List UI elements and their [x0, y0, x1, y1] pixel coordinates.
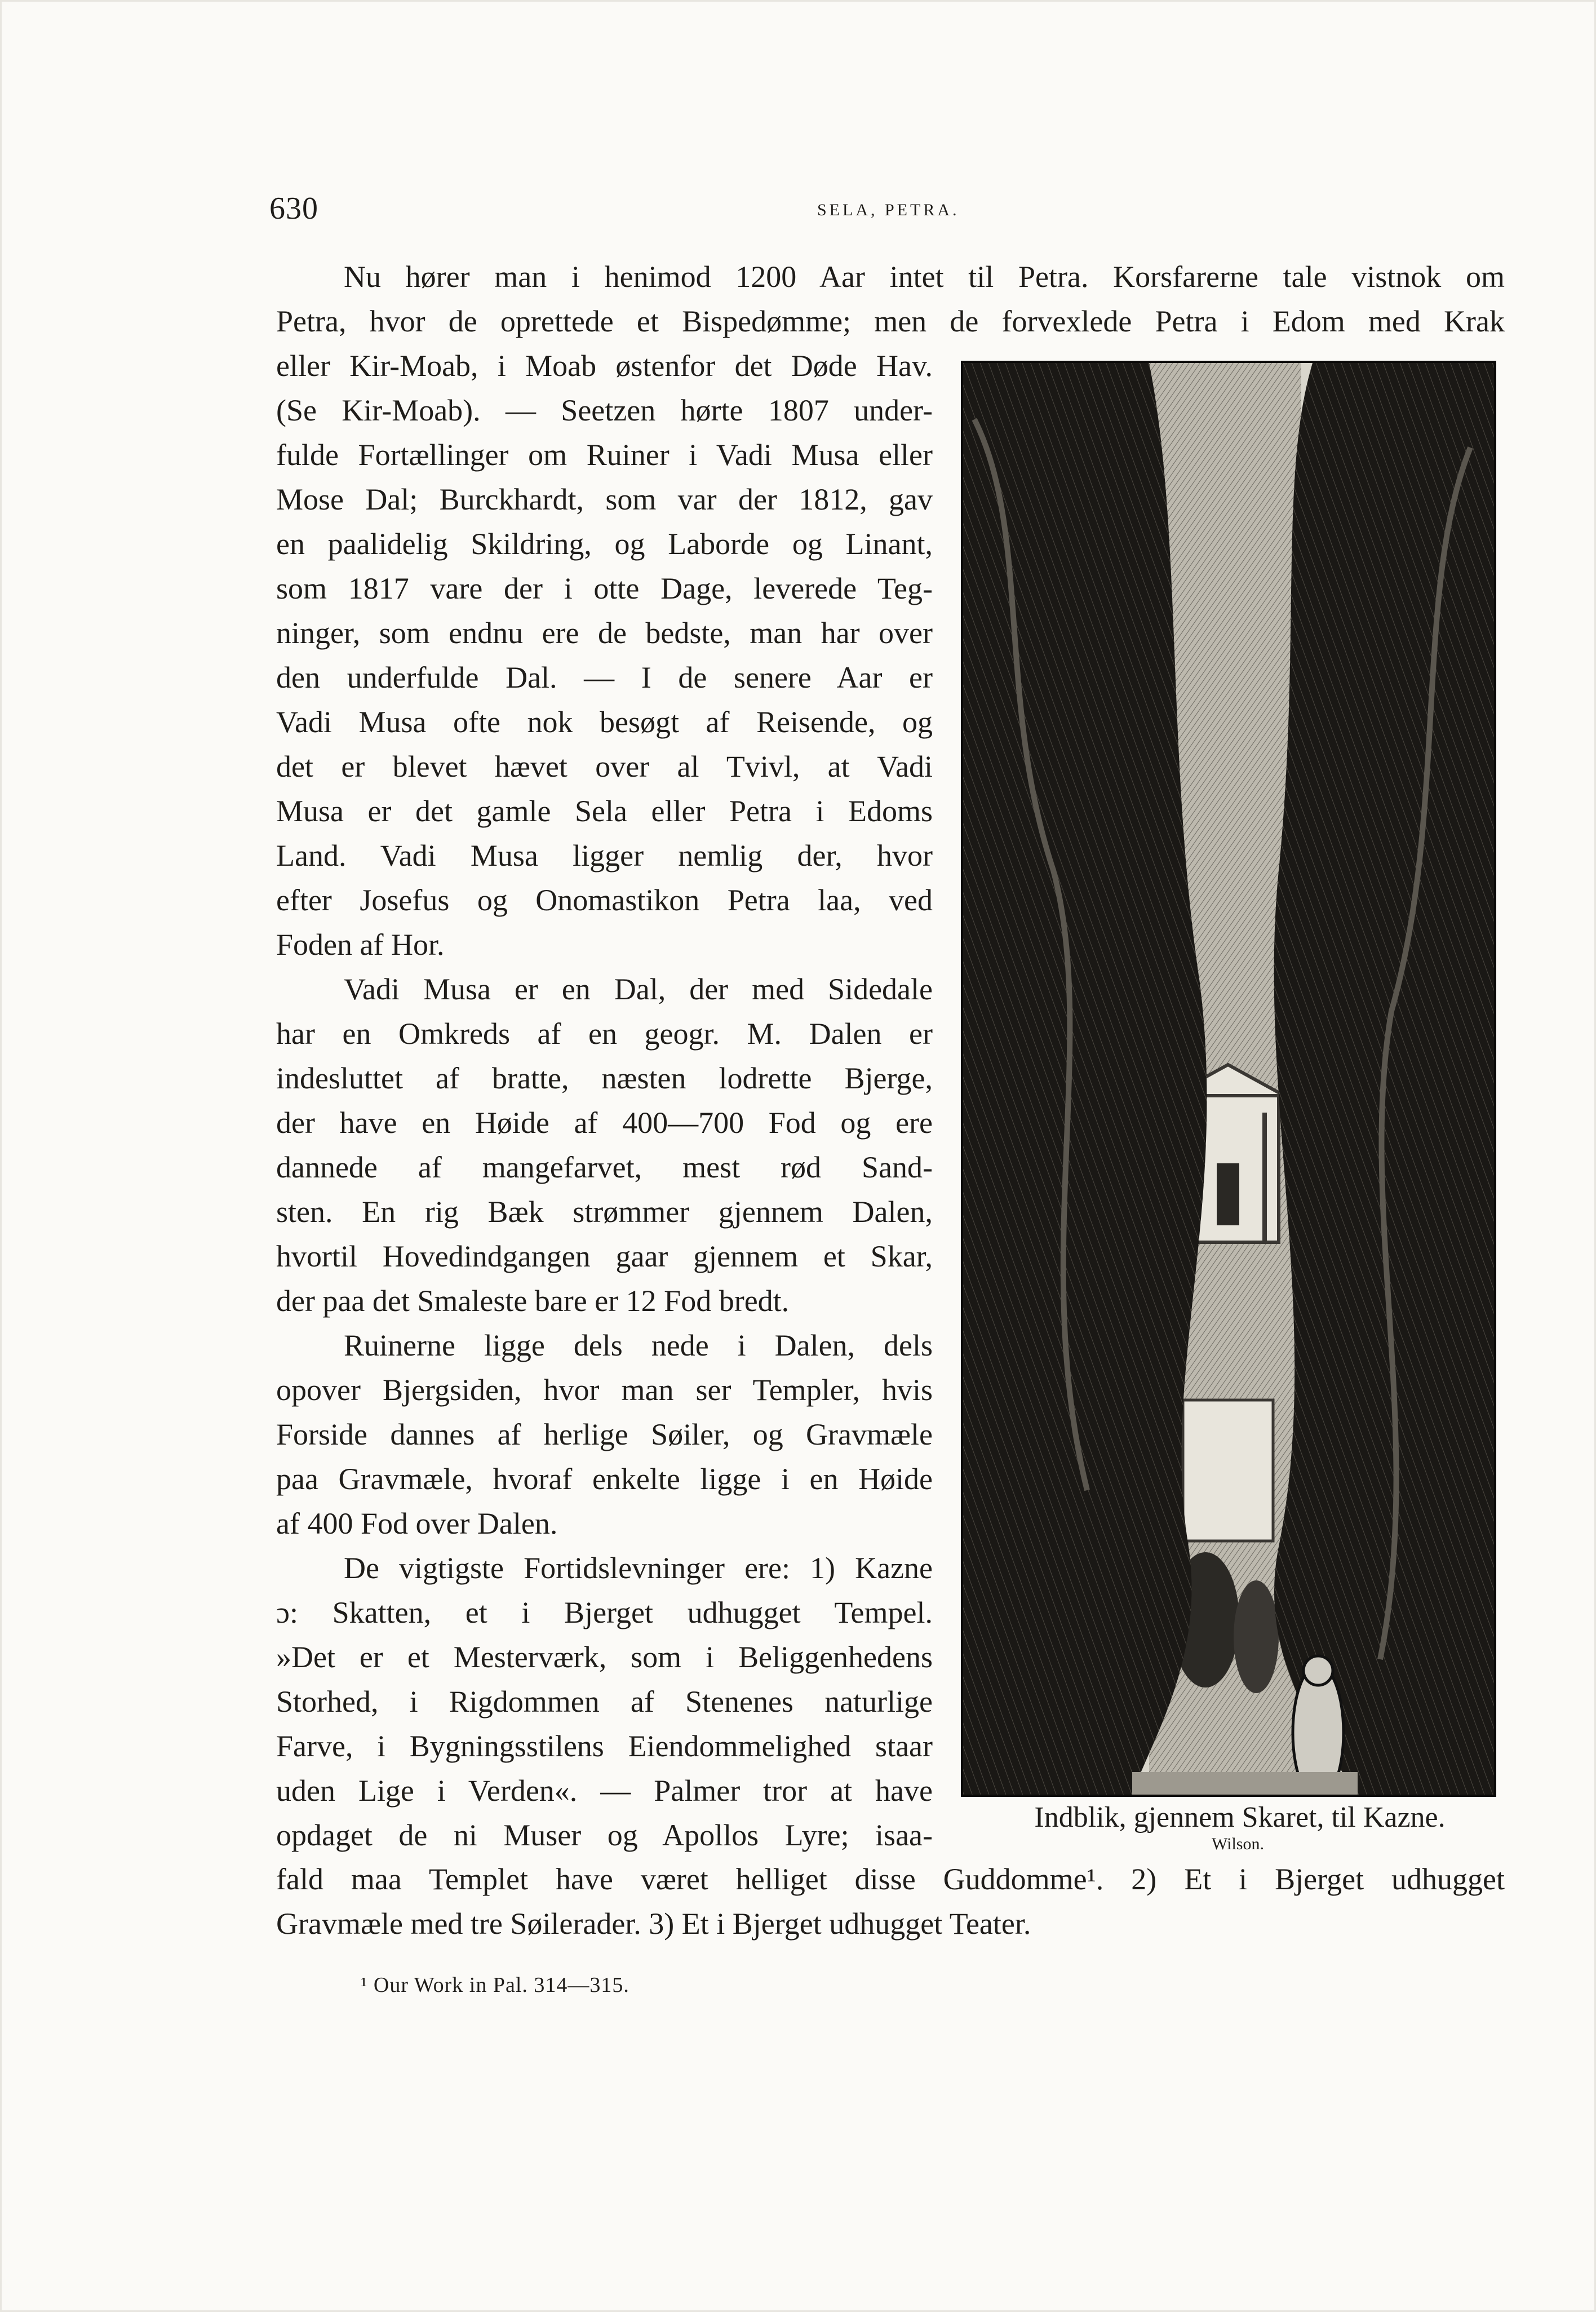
column-line: uden Lige i Verden«. — Palmer tror at have: [276, 1774, 933, 1808]
siq-engraving: [961, 361, 1496, 1797]
column-line: der paa det Smaleste bare er 12 Fod bredt.: [276, 1284, 790, 1318]
closing-line-1: fald maa Templet have været helliget disse Guddomme¹. 2) Et i Bjerget udhugget: [276, 1862, 1505, 1896]
column-line: en paalidelig Skildring, og Laborde og Linant,: [276, 527, 933, 561]
intro-paragraph: [276, 255, 1505, 344]
column-line: sten. En rig Bæk strømmer gjennem Dalen,: [276, 1195, 933, 1229]
column-line: Mose Dal; Burckhardt, som var der 1812, gav: [276, 482, 933, 516]
column-line: Land. Vadi Musa ligger nemlig der, hvor: [276, 839, 933, 872]
footnote: ¹ Our Work in Pal. 314—315.: [361, 1973, 629, 1997]
column-line: har en Omkreds af en geogr. M. Dalen er: [276, 1017, 933, 1051]
column-line: Musa er det gamle Sela eller Petra i Edoms: [276, 794, 933, 828]
column-line: paa Gravmæle, hvoraf enkelte ligge i en Høide: [276, 1462, 933, 1496]
column-line: Ruinerne ligge dels nede i Dalen, dels: [344, 1328, 933, 1362]
text-column: [276, 344, 933, 1858]
column-line: opover Bjergsiden, hvor man ser Templer, hvis: [276, 1373, 933, 1407]
column-line: indesluttet af bratte, næsten lodrette Bjerge,: [276, 1061, 933, 1095]
column-line: det er blevet hævet over al Tvivl, at Vadi: [276, 750, 933, 783]
column-line: hvortil Hovedindgangen gaar gjennem et Skar,: [276, 1239, 933, 1273]
column-line: Vadi Musa er en Dal, der med Sidedale: [344, 972, 933, 1006]
closing-paragraph: [276, 1857, 1505, 1946]
column-line: som 1817 vare der i otte Dage, leverede Teg-: [276, 572, 933, 605]
column-line: Farve, i Bygningsstilens Eiendommelighed staar: [276, 1729, 933, 1763]
column-line: Vadi Musa ofte nok besøgt af Reisende, og: [276, 705, 933, 739]
column-line: ɔ: Skatten, et i Bjerget udhugget Tempel.: [276, 1596, 933, 1629]
closing-line-2: Gravmæle med tre Søilerader. 3) Et i Bjerget udhugget Teater.: [276, 1907, 1031, 1941]
column-line: De vigtigste Fortidslevninger ere: 1) Kazne: [344, 1551, 933, 1585]
column-line: eller Kir-Moab, i Moab østenfor det Døde Hav.: [276, 349, 933, 383]
siq-engraving-art: [963, 363, 1494, 1795]
column-line: »Det er et Mesterværk, som i Beliggenhedens: [276, 1640, 933, 1674]
intro-line-1: Nu hører man i henimod 1200 Aar intet til Petra. Korsfarerne tale vistnok om: [344, 260, 1505, 294]
column-line: (Se Kir-Moab). — Seetzen hørte 1807 under-: [276, 393, 933, 427]
column-line: efter Josefus og Onomastikon Petra laa, ved: [276, 883, 933, 917]
column-line: af 400 Fod over Dalen.: [276, 1507, 558, 1540]
intro-line-2: Petra, hvor de oprettede et Bispedømme; men de forvexlede Petra i Edom med Krak: [276, 304, 1505, 338]
running-head: SELA, PETRA.: [817, 201, 960, 219]
column-line: dannede af mangefarvet, mest rød Sand-: [276, 1150, 933, 1184]
column-line: fulde Fortællinger om Ruiner i Vadi Musa eller: [276, 438, 933, 472]
column-line: Storhed, i Rigdommen af Stenenes naturlige: [276, 1685, 933, 1719]
page-number: 630: [269, 191, 318, 226]
column-line: Foden af Hor.: [276, 928, 445, 962]
column-line: ninger, som endnu ere de bedste, man har over: [276, 616, 933, 650]
column-line: opdaget de ni Muser og Apollos Lyre; isaa-: [276, 1818, 933, 1852]
figure-caption: Indblik, gjennem Skaret, til Kazne.: [1034, 1801, 1446, 1833]
column-line: den underfulde Dal. — I de senere Aar er: [276, 661, 933, 694]
column-line: der have en Høide af 400—700 Fod og ere: [276, 1106, 933, 1140]
figure-credit: Wilson.: [1212, 1835, 1264, 1853]
column-line: Forside dannes af herlige Søiler, og Gravmæle: [276, 1418, 933, 1451]
